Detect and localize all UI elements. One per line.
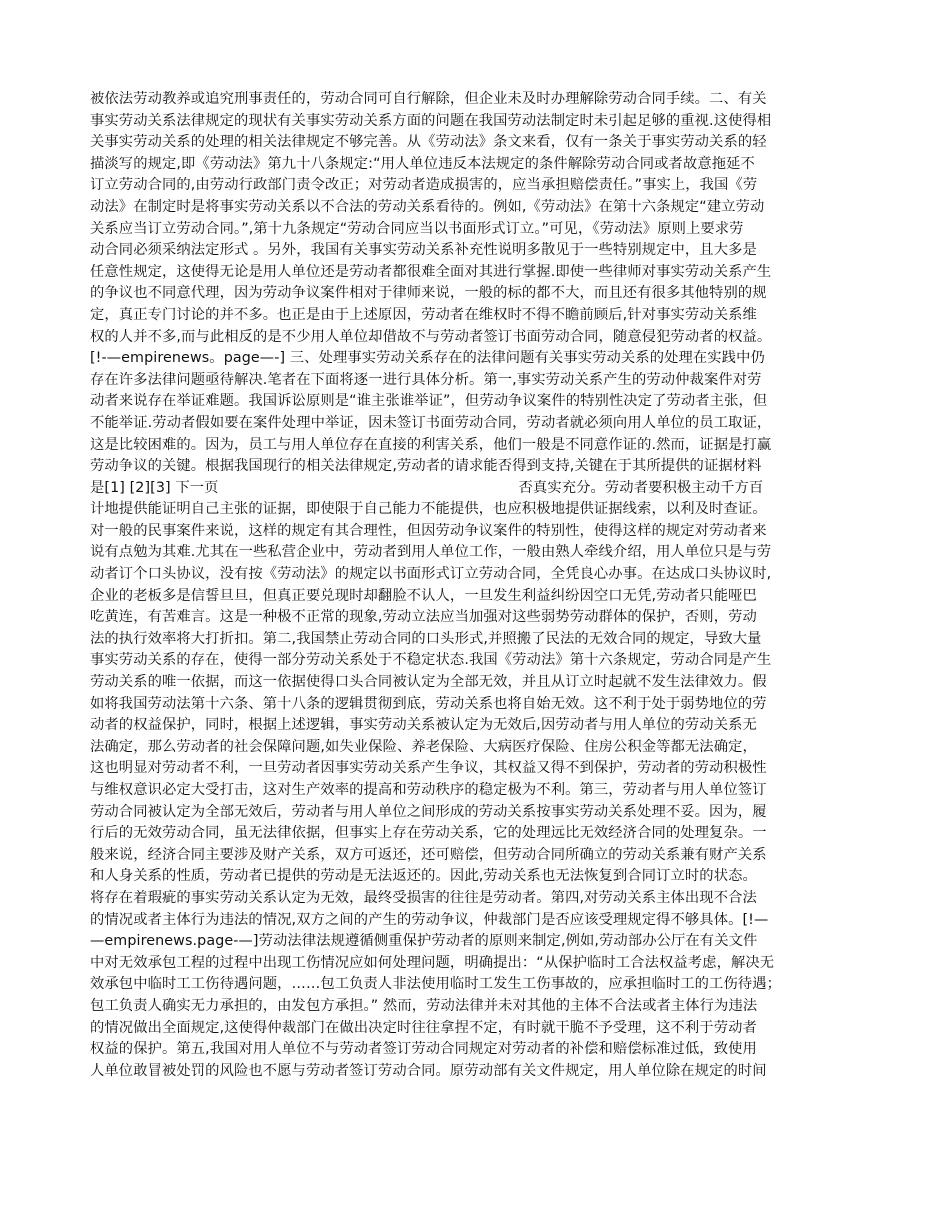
text-line: 这是比较困难的。因为，员工与用人单位存在直接的利害关系，他们一般是不同意作证的.然而，证据是打赢 — [90, 436, 772, 453]
text-line: 任意性规定，这使得无论是用人单位还是劳动者都很难全面对其进行掌握.即使一些律师对事实劳动关系产生 — [90, 263, 772, 280]
text-line: 企业的老板多是信誓旦旦，但真正要兑现时却翻脸不认人，一旦发生利益纠纷因空口无凭,劳动者只能哑巴 — [90, 587, 757, 604]
text-line: —empirenews.page-—]劳动法律法规遵循侧重保护劳动者的原则来制定,例如,劳动部办公厅在有关文件 — [90, 933, 758, 950]
text-line: 订立劳动合同的,由劳动行政部门责令改正；对劳动者造成损害的，应当承担赔偿责任。”事实上，我国《劳 — [90, 177, 758, 194]
text-line: 劳动关系的唯一依据，而这一依据使得口头合同被认定为全部无效，并且从订立时起就不发生法律效力。假 — [90, 674, 767, 691]
text-line: 如将我国劳动法第十六条、第十八条的逻辑贯彻到底，劳动关系也将自始无效。这不利于处于弱势地位的劳 — [90, 695, 767, 712]
text-line: 行后的无效劳动合同，虽无法律依据，但事实上存在劳动关系，它的处理远比无效经济合同的处理复杂。一 — [90, 825, 767, 842]
text-line: 般来说，经济合同主要涉及财产关系，双方可返还，还可赔偿，但劳动合同所确立的劳动关系兼有财产关系 — [90, 846, 767, 863]
text-line: 关系应当订立劳动合同。”,第十九条规定“劳动合同应当以书面形式订立。”可见，《劳动法》原则上要求劳 — [90, 220, 744, 237]
text-line: 描淡写的规定,即《劳动法》第九十八条规定:“用人单位违反本法规定的条件解除劳动合同或者故意拖延不 — [90, 155, 755, 172]
text-line: 不能举证.劳动者假如要在案件处理中举证，因未签订书面劳动合同，劳动者就必须向用人单位的员工取证， — [90, 414, 772, 431]
text-line: 效承包中临时工工伤待遇问题，……包工负责人非法使用临时工发生工伤事故的，应承担临时工的工伤待遇； — [90, 976, 782, 993]
text-line: 劳动合同被认定为全部无效后，劳动者与用人单位之间形成的劳动关系按事实劳动关系处理不妥。因为，履 — [90, 803, 767, 820]
text-line: 将存在着瑕疵的事实劳动关系认定为无效，最终受损害的往往是劳动者。第四,对劳动关系主体出现不合法 — [90, 889, 757, 906]
text-line: 法确定，那么劳动者的社会保障问题,如失业保险、养老保险、大病医疗保险、住房公积金等都无法确定， — [90, 738, 757, 755]
text-line: 与维权意识必定大受打击，这对生产效率的提高和劳动秩序的稳定极为不利。第三，劳动者与用人单位签订 — [90, 782, 767, 798]
text-line: 劳动争议的关键。根据我国现行的相关法律规定,劳动者的请求能否得到支持,关键在于其所提供的证据材料 — [90, 458, 762, 475]
pagination-links[interactable]: 是[1] [2][3] 下一页 — [90, 479, 219, 496]
text-line: 和人身关系的性质，劳动者已提供的劳动是无法返还的。因此,劳动关系也无法恢复到合同订立时的状态。 — [90, 868, 757, 885]
text-line: 被依法劳动教养或追究刑事责任的，劳动合同可自行解除，但企业未及时办理解除劳动合同手续。二、有关 — [90, 91, 767, 107]
text-line: 中对无效承包工程的过程中出现工伤情况应如何处理问题，明确提出：“从保护临时工合法权益考虑，解决无 — [90, 954, 775, 971]
text-line: 计地提供能证明自己主张的证据，即使限于自己能力不能提供，也应积极地提供证据线索，以利及时查证。 — [90, 501, 767, 518]
text-line: 的情况做出全面规定,这使得仲裁部门在做出决定时往往拿捏不定，有时就干脆不予受理，这不利于劳动者 — [90, 1019, 757, 1036]
text-line: 说有点勉为其难.尤其在一些私营企业中，劳动者到用人单位工作，一般由熟人牵线介绍，用人单位只是与劳 — [90, 544, 772, 561]
text-line: [!-—empirenews。page—-] 三、处理事实劳动关系存在的法律问题有关事实劳动关系的处理在实践中仍 — [90, 350, 765, 367]
text-line: 人单位敢冒被处罚的风险也不愿与劳动者签订劳动合同。原劳动部有关文件规定，用人单位除在规定的时间 — [90, 1062, 767, 1079]
text-line: 关事实劳动关系的处理的相关法律规定不够完善。从《劳动法》条文来看，仅有一条关于事实劳动关系的轻 — [90, 134, 767, 151]
text-line: 吃黄连，有苦难言。这是一种极不正常的现象,劳动立法应当加强对这些弱势劳动群体的保护，否则，劳动 — [90, 609, 757, 626]
text-line: 对一般的民事案件来说，这样的规定有其合理性，但因劳动争议案件的特别性，使得这样的规定对劳动者来 — [90, 522, 767, 539]
text-line: 定，真正专门讨论的并不多。也正是由于上述原因，劳动者在维权时不得不瞻前顾后,针对事实劳动关系维 — [90, 306, 757, 323]
text-line: 动法》在制定时是将事实劳动关系以不合法的劳动关系看待的。例如,《劳动法》在第十六条规定“建立劳动 — [90, 198, 765, 215]
text-line: 事实劳动关系的存在，使得一部分劳动关系处于不稳定状态.我国《劳动法》第十六条规定，劳动合同是产生 — [90, 652, 772, 669]
document-body — [90, 89, 860, 1082]
text-line: 的争议也不同意代理，因为劳动争议案件相对于律师来说，一般的标的都不大，而且还有很多其他特别的规 — [90, 285, 767, 302]
text-line: 动合同必须采纳法定形式 。另外，我国有关事实劳动关系补充性说明多散见于一些特别规定中，且大多是 — [90, 242, 757, 259]
text-line: 的情况或者主体行为违法的情况,双方之间的产生的劳动争议，仲裁部门是否应该受理规定得不够具体。[!— — [90, 911, 769, 928]
text-line: 存在许多法律问题亟待解决.笔者在下面将逐一进行具体分析。第一,事实劳动关系产生的劳动仲裁案件对劳 — [90, 371, 762, 388]
text-line: 权益的保护。第五,我国对用人单位不与劳动者签订劳动合同规定对劳动者的补偿和赔偿标准过低，致使用 — [90, 1041, 757, 1058]
text-fragment: 否真实充分。劳动者要积极主动千方百 — [518, 479, 764, 496]
text-line: 事实劳动关系法律规定的现状有关事实劳动关系方面的问题在我国劳动法制定时未引起足够的重视.这使得相 — [90, 112, 772, 129]
text-line: 动者的权益保护，同时，根据上述逻辑，事实劳动关系被认定为无效后,因劳动者与用人单位的劳动关系无 — [90, 717, 757, 734]
text-line: 法的执行效率将大打折扣。第二,我国禁止劳动合同的口头形式,并照搬了民法的无效合同的规定，导致大量 — [90, 630, 762, 647]
split-line — [90, 478, 860, 500]
text-line: 包工负责人确实无力承担的，由发包方承担。” 然而，劳动法律并未对其他的主体不合法或者主体行为违法 — [90, 997, 758, 1014]
text-line: 动者来说存在举证难题。我国诉讼原则是“谁主张谁举证”，但劳动争议案件的特别性决定了劳动者主张，但 — [90, 393, 768, 410]
text-line: 动者订个口头协议，没有按《劳动法》的规定以书面形式订立劳动合同，全凭良心办事。在达成口头协议时, — [90, 566, 772, 583]
text-line: 这也明显对劳动者不利，一旦劳动者因事实劳动关系产生争议，其权益又得不到保护，劳动者的劳动积极性 — [90, 760, 767, 777]
text-line: 权的人并不多,而与此相反的是不少用人单位却借故不与劳动者签订书面劳动合同，随意侵犯劳动者的权益。 — [90, 328, 772, 345]
